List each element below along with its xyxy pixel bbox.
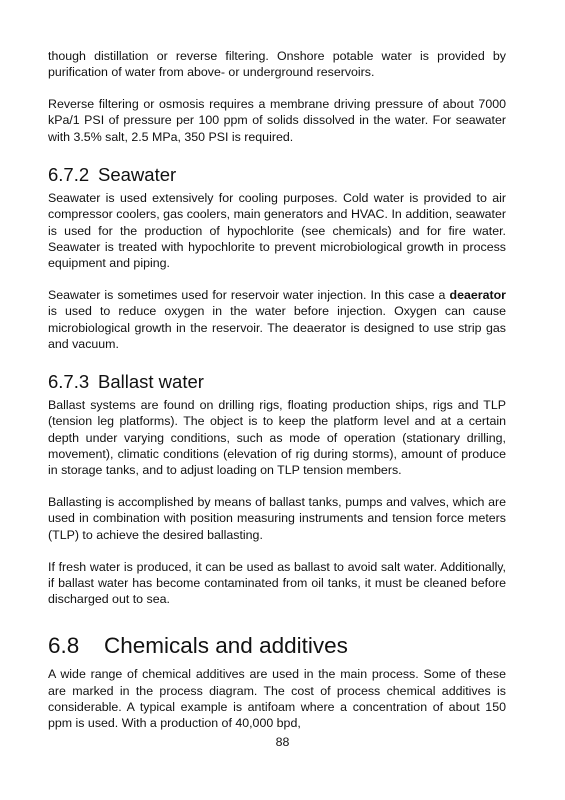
paragraph: though distillation or reverse filtering. Onshore potable water is provided by purification of water from above- or underground reservoirs. [48,49,506,80]
paragraph: Ballast systems are found on drilling rigs, floating production ships, rigs and TLP (tension leg platforms). The object is to keep the platform level and at a certain depth under varying conditions, such as mode of operation (stationary drilling, movement), climatic conditions (elevation of rig during storms), amount of produce in storage tanks, and to adjust loading on TLP tension members. [48,398,506,478]
paragraph: Ballasting is accomplished by means of ballast tanks, pumps and valves, which are used in combination with position measuring instruments and tension force meters (TLP) to achieve the desired ballasting. [48,495,506,542]
section-title: Ballast water [98,371,204,393]
paragraph: A wide range of chemical additives are used in the main process. Some of these are marked in the process diagram. The cost of process chemical additives is considerable. A typical example is antifoam where a concentration of about 150 ppm is used. With a production of 40,000 bpd, [48,667,506,731]
paragraph: Seawater is used extensively for cooling purposes. Cold water is provided to air compressor coolers, gas coolers, main generators and HVAC. In addition, seawater is used for the production of hypochlorite (see chemicals) and for fire water. Seawater is treated with hypochlorite to prevent microbiological growth in process equipment and piping. [48,190,506,271]
section-number: 6.7.3 [48,371,90,393]
text-run: Seawater is sometimes used for reservoir water injection. In this case a [48,287,450,302]
page-content [48,48,506,732]
text-run: is used to reduce oxygen in the water before injection. Oxygen can cause microbiological growth in the reservoir. The deaerator is designed to use strip gas and vacuum. [48,304,506,351]
section-title: Seawater [98,163,177,185]
page-number: 88 [275,735,290,749]
paragraph: Reverse filtering or osmosis requires a membrane driving pressure of about 7000 kPa/1 PSI of pressure per 100 ppm of solids dissolved in the water. For seawater with 3.5% salt, 2.5 MPa, 350 PSI is required. [48,97,506,144]
section-number: 6.7.2 [48,163,90,185]
section-heading-6-7-3 [48,371,506,393]
section-heading-6-8 [48,632,506,660]
paragraph [48,287,506,352]
section-number: 6.8 [48,633,80,659]
paragraph: If fresh water is produced, it can be used as ballast to avoid salt water. Additionally, if ballast water has become contaminated from oil tanks, it must be cleaned before discharged out to sea. [48,559,506,607]
bold-term: deaerator [449,287,506,302]
section-title: Chemicals and additives [104,633,348,659]
section-heading-6-7-2 [48,164,506,186]
